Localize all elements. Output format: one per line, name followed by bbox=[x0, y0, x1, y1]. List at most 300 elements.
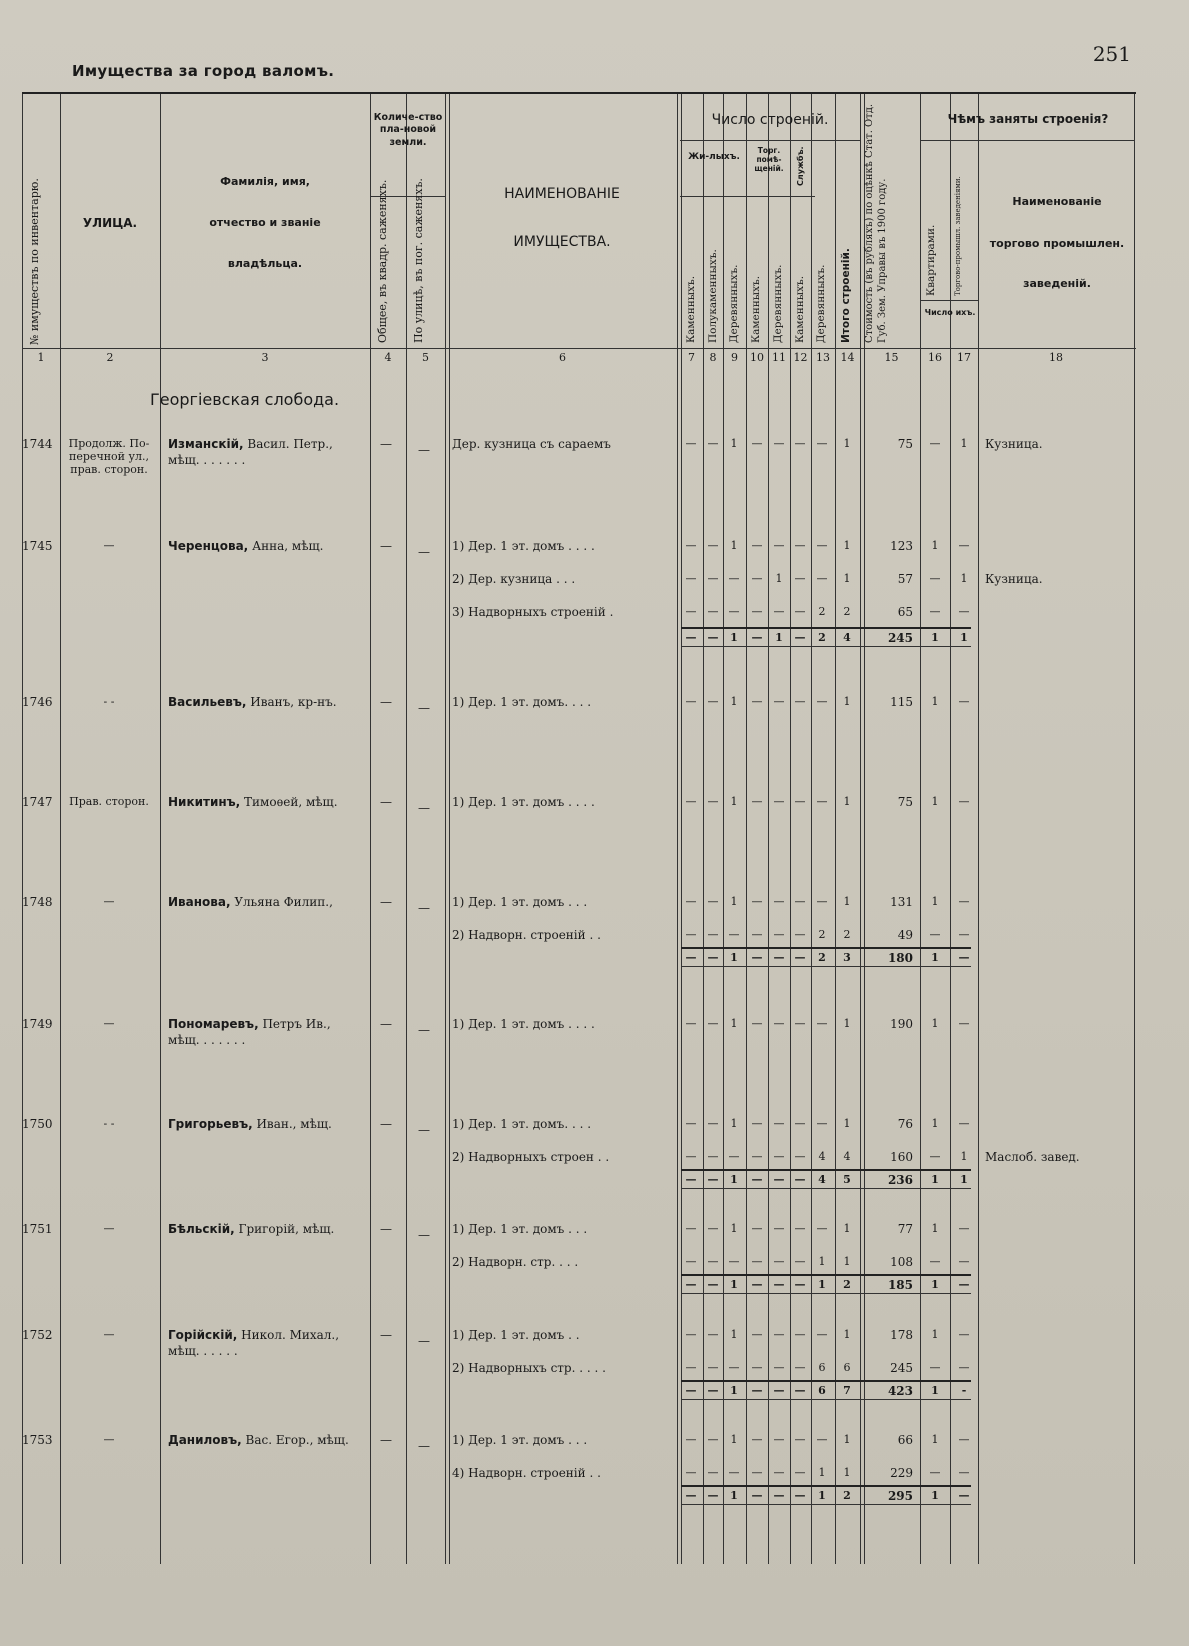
column-number-rule bbox=[22, 348, 1136, 349]
land-street-dash: — bbox=[418, 1334, 430, 1348]
property-item: 3) Надворныхъ строеній . bbox=[452, 605, 614, 619]
cost-cell: 423 bbox=[887, 1384, 913, 1398]
rule bbox=[768, 94, 769, 1564]
column-number: 16 bbox=[928, 351, 942, 364]
count-cell: — bbox=[794, 1255, 806, 1268]
count-cell: — bbox=[794, 1017, 806, 1030]
land-total-dash: — bbox=[380, 695, 392, 709]
shops-cell: — bbox=[958, 539, 970, 552]
owner-details: Петръ Ив., мѣщ. . . . . . . bbox=[168, 1017, 331, 1047]
column-number: 13 bbox=[816, 351, 830, 364]
land-total-dash: — bbox=[380, 795, 392, 809]
count-cell: 1 bbox=[730, 1017, 738, 1030]
shops-cell: — bbox=[958, 1278, 970, 1291]
apartments-cell: 1 bbox=[931, 1489, 939, 1502]
cost-cell: 190 bbox=[890, 1017, 913, 1031]
shops-cell: — bbox=[958, 1017, 970, 1030]
column-number: 4 bbox=[384, 351, 392, 364]
count-cell: — bbox=[816, 572, 828, 585]
count-cell: — bbox=[707, 539, 719, 552]
apartments-cell: — bbox=[929, 928, 941, 941]
count-cell: — bbox=[728, 1361, 740, 1374]
count-cell: — bbox=[685, 1361, 697, 1374]
count-cell: — bbox=[773, 1117, 785, 1130]
cost-cell: 57 bbox=[897, 572, 913, 586]
count-cell: 1 bbox=[730, 795, 738, 808]
owner-surname: Изманскій, bbox=[168, 437, 244, 451]
cost-cell: 115 bbox=[890, 695, 913, 709]
record-number: 1748 bbox=[22, 895, 53, 909]
count-cell: — bbox=[707, 1117, 719, 1130]
land-total-dash: — bbox=[380, 437, 392, 451]
apartments-cell: 1 bbox=[931, 695, 939, 708]
count-cell: — bbox=[685, 605, 697, 618]
count-cell: 2 bbox=[818, 928, 826, 941]
owner-surname: Иванова, bbox=[168, 895, 231, 909]
shops-cell: 1 bbox=[960, 437, 968, 450]
count-cell: 1 bbox=[730, 631, 738, 644]
col3-header-line3: владѣльца. bbox=[227, 257, 303, 270]
cost-cell: 77 bbox=[897, 1222, 913, 1236]
property-item: 1) Дер. 1 эт. домъ . . . . bbox=[452, 1017, 595, 1031]
sum-rule bbox=[681, 1485, 971, 1487]
cost-cell: 75 bbox=[897, 795, 913, 809]
owner-surname: Пономаревъ, bbox=[168, 1017, 259, 1031]
count-cell: — bbox=[751, 1278, 763, 1291]
col13-header: Деревянныхъ. bbox=[815, 264, 827, 343]
enterprise-name: Маслоб. завед. bbox=[985, 1150, 1080, 1164]
cost-cell: 160 bbox=[890, 1150, 913, 1164]
count-cell: — bbox=[685, 1150, 697, 1163]
count-cell: — bbox=[794, 1278, 806, 1291]
owner-details: Иванъ, кр-нъ. bbox=[246, 695, 337, 709]
count-cell: 1 bbox=[730, 1433, 738, 1446]
property-item: 4) Надворн. строеній . . bbox=[452, 1466, 601, 1480]
count-cell: — bbox=[707, 1489, 719, 1502]
apartments-cell: 1 bbox=[931, 895, 939, 908]
sum-rule-bottom bbox=[681, 1293, 971, 1294]
apartments-cell: 1 bbox=[931, 1433, 939, 1446]
buildings-group-header: Число строеній. bbox=[711, 112, 829, 128]
land-street-dash: — bbox=[418, 1228, 430, 1242]
property-item: 1) Дер. 1 эт. домъ . . . bbox=[452, 1222, 588, 1236]
count-cell: — bbox=[685, 928, 697, 941]
count-cell: — bbox=[707, 951, 719, 964]
count-cell: — bbox=[751, 539, 763, 552]
count-cell: — bbox=[794, 539, 806, 552]
owner-name bbox=[168, 437, 363, 468]
sum-rule bbox=[681, 947, 971, 949]
count-cell: — bbox=[794, 1222, 806, 1235]
cost-cell: 108 bbox=[890, 1255, 913, 1269]
count-cell: — bbox=[707, 1384, 719, 1397]
count-cell: 2 bbox=[818, 951, 826, 964]
record-number: 1752 bbox=[22, 1328, 53, 1342]
cost-cell: 229 bbox=[890, 1466, 913, 1480]
count-cell: 4 bbox=[843, 631, 851, 644]
count-cell: — bbox=[685, 539, 697, 552]
section-title: Георгіевская слобода. bbox=[150, 390, 340, 409]
col8-header: Полукаменныхъ. bbox=[707, 249, 719, 343]
count-cell: — bbox=[751, 1222, 763, 1235]
count-cell: — bbox=[707, 1017, 719, 1030]
count-cell: 1 bbox=[730, 951, 738, 964]
count-cell: 4 bbox=[818, 1173, 826, 1186]
cost-cell: 245 bbox=[890, 1361, 913, 1375]
shops-cell: — bbox=[958, 928, 970, 941]
column-number: 9 bbox=[731, 351, 738, 364]
count-cell: — bbox=[751, 1328, 763, 1341]
rule bbox=[746, 94, 747, 1564]
owner-surname: Горійскій, bbox=[168, 1328, 238, 1342]
sum-rule bbox=[681, 1274, 971, 1276]
shops-cell: — bbox=[958, 1361, 970, 1374]
count-cell: — bbox=[685, 437, 697, 450]
count-cell: — bbox=[685, 1117, 697, 1130]
property-item: 1) Дер. 1 эт. домъ . . . . bbox=[452, 795, 595, 809]
count-cell: — bbox=[685, 572, 697, 585]
count-cell: — bbox=[816, 695, 828, 708]
sum-rule-bottom bbox=[681, 1399, 971, 1400]
count-cell: — bbox=[794, 1117, 806, 1130]
owner-name bbox=[168, 1017, 363, 1048]
land-total-dash: — bbox=[380, 1222, 392, 1236]
property-item: 1) Дер. 1 эт. домъ . . . . bbox=[452, 539, 595, 553]
sum-rule-bottom bbox=[681, 1188, 971, 1189]
property-item: 2) Дер. кузница . . . bbox=[452, 572, 576, 586]
count-cell: — bbox=[773, 1466, 785, 1479]
record-number: 1747 bbox=[22, 795, 53, 809]
col4-header: Общее, въ квадр. саженяхъ. bbox=[376, 179, 389, 343]
col3-header-line2: отчество и званіе bbox=[209, 216, 321, 229]
property-item: 1) Дер. 1 эт. домъ. . . . bbox=[452, 1117, 592, 1131]
count-cell: — bbox=[794, 795, 806, 808]
land-total-dash: — bbox=[380, 895, 392, 909]
land-street-dash: — bbox=[418, 1123, 430, 1137]
column-number: 7 bbox=[688, 351, 695, 364]
cost-cell: 66 bbox=[897, 1433, 913, 1447]
count-cell: — bbox=[773, 695, 785, 708]
owner-details: Васил. Петр., мѣщ. . . . . . . bbox=[168, 437, 333, 467]
count-cell: — bbox=[816, 1117, 828, 1130]
apartments-cell: — bbox=[929, 1255, 941, 1268]
rule bbox=[835, 94, 836, 1564]
count-cell: — bbox=[707, 1222, 719, 1235]
owner-surname: Григорьевъ, bbox=[168, 1117, 253, 1131]
residential-header: Жи-лыхъ. bbox=[688, 152, 740, 162]
shops-cell: — bbox=[958, 795, 970, 808]
count-label: Число ихъ. bbox=[924, 308, 976, 317]
col7-header: Каменныхъ. bbox=[685, 275, 697, 343]
count-cell: — bbox=[773, 1278, 785, 1291]
col3-header-line1: Фамилія, имя, bbox=[220, 175, 310, 188]
table-top-rule bbox=[22, 92, 1136, 94]
owner-details: Иван., мѣщ. bbox=[252, 1117, 332, 1131]
col14-header: Итого строеній. bbox=[840, 248, 852, 343]
street-name: — bbox=[103, 1017, 115, 1030]
apartments-cell: 1 bbox=[931, 1117, 939, 1130]
cost-cell: 185 bbox=[887, 1278, 913, 1292]
rule bbox=[406, 94, 407, 1564]
count-cell: — bbox=[773, 1173, 785, 1186]
col5-header: По улицѣ, въ пог. саженяхъ. bbox=[412, 178, 425, 343]
count-cell: — bbox=[773, 1017, 785, 1030]
owner-name bbox=[168, 795, 363, 811]
property-item: 1) Дер. 1 эт. домъ . . bbox=[452, 1328, 580, 1342]
property-item: 1) Дер. 1 эт. домъ . . . bbox=[452, 895, 588, 909]
count-cell: — bbox=[773, 1433, 785, 1446]
count-cell: — bbox=[773, 951, 785, 964]
count-cell: 1 bbox=[843, 1328, 851, 1341]
count-cell: — bbox=[773, 1328, 785, 1341]
count-cell: — bbox=[685, 1489, 697, 1502]
owner-details: Тимоѳей, мѣщ. bbox=[240, 795, 338, 809]
count-cell: 1 bbox=[843, 1017, 851, 1030]
land-group-header: Количе-ство пла-новой земли. bbox=[373, 112, 443, 148]
street-name: - - bbox=[103, 695, 115, 708]
property-item: 1) Дер. 1 эт. домъ. . . . bbox=[452, 695, 592, 709]
count-cell: — bbox=[794, 1466, 806, 1479]
column-number: 1 bbox=[37, 351, 45, 364]
count-cell: — bbox=[751, 1117, 763, 1130]
column-number: 15 bbox=[884, 351, 899, 364]
apartments-cell: 1 bbox=[931, 1278, 939, 1291]
owner-name bbox=[168, 695, 363, 711]
column-number: 17 bbox=[957, 351, 971, 364]
col6-header-line1: НАИМЕНОВАНІЕ bbox=[504, 186, 620, 202]
column-number: 10 bbox=[750, 351, 764, 364]
count-cell: — bbox=[773, 437, 785, 450]
count-cell: — bbox=[707, 795, 719, 808]
count-cell: — bbox=[707, 1361, 719, 1374]
owner-name bbox=[168, 539, 363, 555]
record-number: 1745 bbox=[22, 539, 53, 553]
shops-cell: — bbox=[958, 895, 970, 908]
rule bbox=[680, 140, 860, 141]
street-name: — bbox=[103, 1328, 115, 1341]
street-name: Прав. сторон. bbox=[69, 795, 149, 808]
count-cell: — bbox=[728, 605, 740, 618]
count-cell: — bbox=[685, 631, 697, 644]
count-cell: — bbox=[773, 1222, 785, 1235]
count-cell: 5 bbox=[843, 1173, 851, 1186]
count-cell: — bbox=[816, 895, 828, 908]
enterprise-name: Кузница. bbox=[985, 572, 1043, 586]
cost-cell: 295 bbox=[887, 1489, 913, 1503]
owner-surname: Бѣльскій, bbox=[168, 1222, 235, 1236]
rule bbox=[920, 94, 921, 1564]
shops-cell: — bbox=[958, 1255, 970, 1268]
apartments-cell: 1 bbox=[931, 1017, 939, 1030]
owner-surname: Черенцова, bbox=[168, 539, 249, 553]
rule bbox=[703, 94, 704, 1564]
apartments-cell: 1 bbox=[931, 1328, 939, 1341]
count-cell: 6 bbox=[818, 1361, 826, 1374]
shops-cell: — bbox=[958, 1328, 970, 1341]
trade-header: Торг. помѣ-щеній. bbox=[754, 146, 784, 173]
count-cell: 1 bbox=[843, 1433, 851, 1446]
count-cell: 1 bbox=[730, 1328, 738, 1341]
col18-header-line1: Наименованіе bbox=[1012, 195, 1102, 208]
count-cell: 1 bbox=[730, 1173, 738, 1186]
cost-cell: 178 bbox=[890, 1328, 913, 1342]
owner-surname: Никитинъ, bbox=[168, 795, 241, 809]
count-cell: — bbox=[816, 539, 828, 552]
shops-cell: — bbox=[958, 951, 970, 964]
shops-cell: 1 bbox=[960, 631, 968, 644]
column-number: 14 bbox=[840, 351, 855, 364]
count-cell: — bbox=[707, 1278, 719, 1291]
apartments-cell: 1 bbox=[931, 539, 939, 552]
apartments-cell: — bbox=[929, 572, 941, 585]
col1-header: № имуществъ по инвентарю. bbox=[28, 178, 41, 345]
land-street-dash: — bbox=[418, 545, 430, 559]
rule bbox=[680, 196, 815, 197]
count-cell: — bbox=[751, 572, 763, 585]
owner-surname: Даниловъ, bbox=[168, 1433, 242, 1447]
count-cell: — bbox=[685, 1222, 697, 1235]
count-cell: 7 bbox=[843, 1384, 851, 1397]
record-number: 1753 bbox=[22, 1433, 53, 1447]
count-cell: — bbox=[751, 1466, 763, 1479]
count-cell: — bbox=[794, 895, 806, 908]
property-item: 1) Дер. 1 эт. домъ . . . bbox=[452, 1433, 588, 1447]
record-number: 1750 bbox=[22, 1117, 53, 1131]
count-cell: — bbox=[707, 605, 719, 618]
count-cell: — bbox=[816, 1433, 828, 1446]
count-cell: — bbox=[773, 895, 785, 908]
page-number: 251 bbox=[1092, 42, 1131, 66]
record-number: 1744 bbox=[22, 437, 53, 451]
sum-rule bbox=[681, 1169, 971, 1171]
col12-header: Каменныхъ. bbox=[794, 275, 806, 343]
count-cell: — bbox=[751, 1361, 763, 1374]
col18-header-line3: заведеній. bbox=[1023, 277, 1091, 290]
count-cell: — bbox=[773, 1255, 785, 1268]
count-cell: 1 bbox=[730, 1489, 738, 1502]
owner-details: Ульяна Филип., bbox=[230, 895, 333, 909]
rule bbox=[160, 94, 161, 1564]
land-street-dash: — bbox=[418, 1023, 430, 1037]
street-name: — bbox=[103, 1222, 115, 1235]
count-cell: 1 bbox=[843, 437, 851, 450]
running-title: Имущества за город валомъ. bbox=[72, 62, 335, 80]
cost-cell: 123 bbox=[890, 539, 913, 553]
sum-rule bbox=[681, 1380, 971, 1382]
cost-cell: 236 bbox=[887, 1173, 913, 1187]
rule bbox=[920, 300, 978, 301]
count-cell: — bbox=[751, 695, 763, 708]
shops-cell: — bbox=[958, 605, 970, 618]
count-cell: — bbox=[728, 1466, 740, 1479]
count-cell: 2 bbox=[843, 928, 851, 941]
count-cell: — bbox=[794, 1384, 806, 1397]
column-number: 8 bbox=[709, 351, 717, 364]
rule bbox=[811, 94, 812, 1564]
rule bbox=[677, 94, 682, 1564]
count-cell: — bbox=[773, 1384, 785, 1397]
rule bbox=[723, 94, 724, 1564]
count-cell: — bbox=[728, 1255, 740, 1268]
street-name: — bbox=[103, 895, 115, 908]
count-cell: 1 bbox=[818, 1278, 826, 1291]
sum-rule bbox=[681, 627, 971, 629]
column-number: 12 bbox=[793, 351, 808, 364]
count-cell: — bbox=[685, 795, 697, 808]
shops-cell: - bbox=[961, 1384, 967, 1397]
count-cell: — bbox=[707, 1466, 719, 1479]
count-cell: 4 bbox=[843, 1150, 851, 1163]
count-cell: 1 bbox=[730, 539, 738, 552]
shops-cell: 1 bbox=[960, 1173, 968, 1186]
count-cell: — bbox=[707, 437, 719, 450]
count-cell: — bbox=[685, 895, 697, 908]
owner-details: Вас. Егор., мѣщ. bbox=[241, 1433, 349, 1447]
count-cell: — bbox=[794, 572, 806, 585]
street-name: — bbox=[103, 539, 115, 552]
col2-header: УЛИЦА. bbox=[82, 216, 138, 230]
land-total-dash: — bbox=[380, 1017, 392, 1031]
count-cell: 1 bbox=[843, 572, 851, 585]
count-cell: — bbox=[794, 1150, 806, 1163]
sum-rule-bottom bbox=[681, 646, 971, 647]
shops-cell: — bbox=[958, 1222, 970, 1235]
count-cell: — bbox=[751, 795, 763, 808]
count-cell: — bbox=[794, 1361, 806, 1374]
count-cell: — bbox=[794, 695, 806, 708]
property-item: Дер. кузница съ сараемъ bbox=[452, 437, 611, 451]
owner-surname: Васильевъ, bbox=[168, 695, 247, 709]
owner-name bbox=[168, 895, 363, 911]
column-number: 2 bbox=[106, 351, 114, 364]
apartments-cell: — bbox=[929, 1361, 941, 1374]
land-street-dash: — bbox=[418, 443, 430, 457]
column-number: 18 bbox=[1049, 351, 1063, 364]
count-cell: 1 bbox=[843, 795, 851, 808]
count-cell: — bbox=[794, 1173, 806, 1186]
apartments-cell: 1 bbox=[931, 1222, 939, 1235]
record-number: 1751 bbox=[22, 1222, 53, 1236]
count-cell: 1 bbox=[730, 1278, 738, 1291]
land-street-dash: — bbox=[418, 901, 430, 915]
count-cell: — bbox=[751, 895, 763, 908]
col15-header: Стоимость (въ рубляхъ) по оцѣнкѣ Стат. Отд. Губ. Зем. Управы въ 1900 году. bbox=[864, 103, 888, 343]
count-cell: — bbox=[751, 1173, 763, 1186]
count-cell: — bbox=[751, 1255, 763, 1268]
count-cell: 1 bbox=[843, 1466, 851, 1479]
count-cell: — bbox=[816, 1017, 828, 1030]
shops-cell: 1 bbox=[960, 572, 968, 585]
count-cell: 1 bbox=[843, 1117, 851, 1130]
property-item: 2) Надворн. стр. . . . bbox=[452, 1255, 579, 1269]
col6-header-line2: ИМУЩЕСТВА. bbox=[513, 234, 611, 250]
rule bbox=[790, 94, 791, 1564]
sum-rule-bottom bbox=[681, 1504, 971, 1505]
count-cell: 1 bbox=[843, 1255, 851, 1268]
count-cell: — bbox=[751, 928, 763, 941]
count-cell: — bbox=[816, 1328, 828, 1341]
count-cell: — bbox=[707, 895, 719, 908]
column-number: 6 bbox=[559, 351, 566, 364]
rule bbox=[1134, 94, 1135, 1564]
property-item: 2) Надворн. строеній . . bbox=[452, 928, 601, 942]
count-cell: — bbox=[773, 928, 785, 941]
apartments-cell: 1 bbox=[931, 1173, 939, 1186]
owner-name bbox=[168, 1433, 363, 1449]
property-item: 2) Надворныхъ стр. . . . . bbox=[452, 1361, 606, 1375]
count-cell: — bbox=[707, 695, 719, 708]
rule bbox=[920, 140, 1134, 141]
